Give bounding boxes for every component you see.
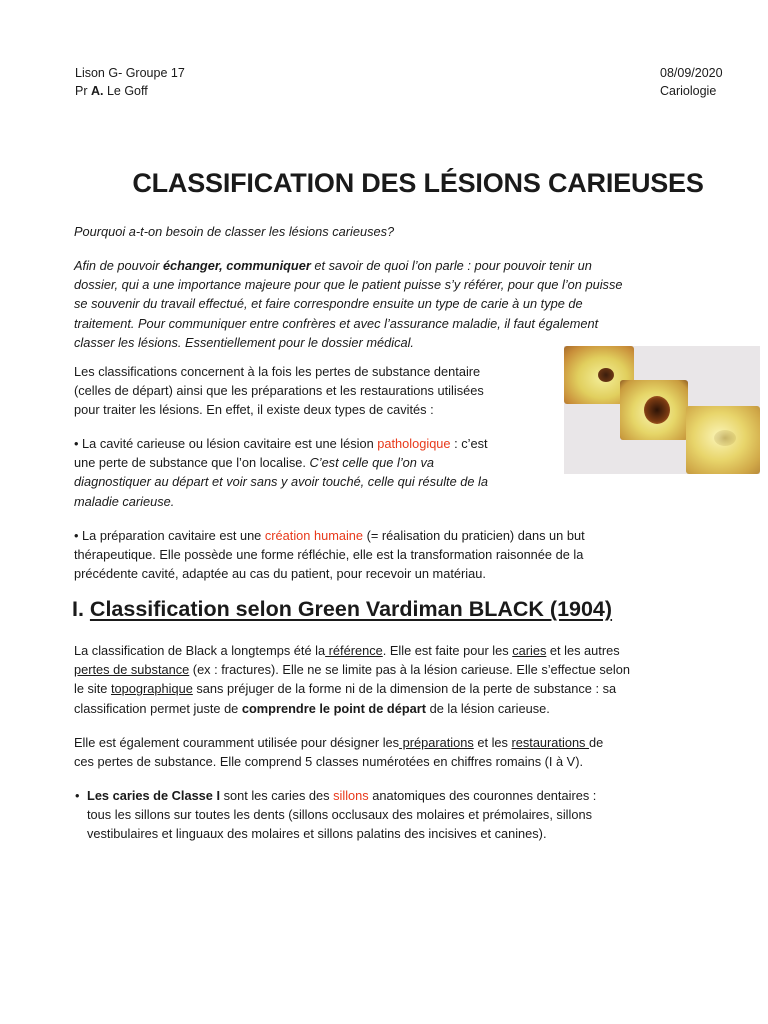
professor-initial: A. [90, 83, 104, 98]
section-title: Classification selon Green Vardiman BLACK (1904) [89, 597, 613, 621]
intro-line-3: se souvenir du travail effectué, et faire correspondre ensuite un type de carie à un type de [74, 296, 583, 312]
black-text: classification permet juste de [74, 700, 242, 716]
sillons-highlight: sillons [333, 788, 369, 803]
preparation-paragraph [74, 526, 585, 584]
cavite-text: une perte de substance que l’on localise. [74, 455, 310, 471]
black-line-2 [74, 660, 630, 679]
cavity-mark-1 [598, 368, 614, 382]
caries-underlined: caries [512, 643, 547, 658]
intro-line-5: classer les lésions. Essentiellement pour le dossier médical. [74, 334, 414, 350]
pertes-underlined: pertes de substance [74, 662, 190, 678]
black2-text: de [589, 735, 604, 750]
section-number: I. [72, 597, 90, 621]
classe1-bold: Les caries de Classe I [87, 788, 221, 803]
professor-name: Le Goff [103, 83, 148, 98]
black2-line-2: ces pertes de substance. Elle comprend 5 classes numérotées en chiffres romains (I à V). [74, 754, 584, 770]
intro-text: et savoir de quoi l’on parle : pour pouvoir tenir un [310, 258, 592, 273]
prep-text: (= réalisation du praticien) dans un but [363, 528, 585, 543]
classif-line-3: pour traiter les lésions. En effet, il existe deux types de cavités : [74, 402, 434, 418]
cavite-line-4: maladie carieuse. [74, 493, 175, 509]
professor-line [75, 83, 185, 101]
black-line-1 [74, 641, 630, 660]
black2-paragraph [74, 733, 603, 771]
prep-line-3: précédente cavité, adaptée au cas du patient, pour recevoir un matériau. [74, 566, 486, 582]
header-left [75, 65, 185, 100]
classif-paragraph [74, 362, 484, 420]
topographique-underlined: topographique [111, 681, 193, 697]
intro-line-1 [74, 256, 622, 275]
header-right [660, 65, 723, 100]
prep-line-1 [74, 526, 585, 545]
prep-line-2: thérapeutique. Elle possède une forme réfléchie, elle est la transformation raisonnée de la [74, 547, 584, 563]
classe1-paragraph [87, 786, 596, 844]
prep-text: • La préparation cavitaire est une [74, 528, 265, 543]
classif-line-1: Les classifications concernent à la fois les pertes de substance dentaire [74, 364, 481, 379]
black-text: et les autres [546, 643, 620, 658]
intro-line-2: dossier, qui a une importance majeure pour que le patient puisse s’y référer, pour que l’on puisse [74, 277, 623, 293]
black-line-4 [74, 699, 630, 718]
classe1-line-3: vestibulaires et linguaux des molaires et sillons palatins des incisives et canines). [87, 826, 547, 842]
black-line-3 [74, 679, 630, 698]
caries-photo [564, 346, 760, 474]
black-text: . Elle est faite pour les [382, 643, 513, 658]
classe1-line-2: tous les sillons sur toutes les dents (sillons occlusaux des molaires et prémolaires, sillons [87, 807, 592, 823]
black-text: (ex : fractures). Elle ne se limite pas à la lésion carieuse. Elle s’effectue selon [189, 662, 631, 678]
cavite-carieuse-paragraph [74, 434, 488, 511]
page-title: CLASSIFICATION DES LÉSIONS CARIEUSES [132, 168, 704, 198]
cavite-text: • La cavité carieuse ou lésion cavitaire est une lésion [74, 436, 378, 451]
classe1-text: anatomiques des couronnes dentaires : [368, 788, 597, 803]
black2-line-1 [74, 733, 603, 752]
restaurations-underlined: restaurations [511, 735, 590, 750]
date: 08/09/2020 [660, 66, 723, 80]
intro-paragraph [74, 256, 622, 352]
author-line: Lison G- Groupe 17 [75, 66, 185, 80]
professor-prefix: Pr [75, 83, 91, 98]
black-text: de la lésion carieuse. [426, 700, 550, 716]
black-text: sans préjuger de la forme ni de la dimension de la perte de substance : sa [192, 681, 617, 697]
cavite-line-1 [74, 434, 488, 453]
black2-text: et les [473, 735, 512, 750]
cavity-mark-3 [714, 430, 736, 446]
classif-line-2: (celles de départ) ainsi que les préparations et les restaurations utilisées [74, 383, 484, 399]
intro-bold: échanger, communiquer [162, 258, 311, 273]
preparations-underlined: préparations [399, 735, 474, 750]
section-heading [72, 597, 612, 622]
cavite-text: : c’est [450, 436, 488, 451]
pathologique-highlight: pathologique [377, 436, 451, 451]
subject: Cariologie [660, 83, 717, 98]
black-paragraph [74, 641, 630, 718]
black-text: La classification de Black a longtemps été la [74, 643, 326, 658]
creation-humaine-highlight: création humaine [264, 528, 364, 543]
black2-text: Elle est également couramment utilisée pour désigner les [74, 735, 400, 750]
classe1-bullet: • [75, 788, 80, 803]
cavity-mark-2 [644, 396, 670, 424]
cavite-line-3: diagnostiquer au départ et voir sans y avoir touché, celle qui résulte de la [74, 474, 489, 490]
cavite-line-2 [74, 453, 488, 472]
question: Pourquoi a-t-on besoin de classer les lésions carieuses? [74, 224, 395, 239]
black-text: le site [74, 681, 111, 697]
intro-line-4: traitement. Pour communiquer entre confrères et avec l’assurance maladie, il faut également [74, 315, 599, 331]
classe1-text: sont les caries des [220, 788, 334, 803]
reference-underlined: référence [325, 643, 383, 658]
classe1-line-1 [87, 786, 596, 805]
intro-text: Afin de pouvoir [74, 258, 163, 273]
point-depart-bold: comprendre le point de départ [241, 700, 427, 716]
cavite-italic: C’est celle que l’on va [309, 455, 434, 471]
